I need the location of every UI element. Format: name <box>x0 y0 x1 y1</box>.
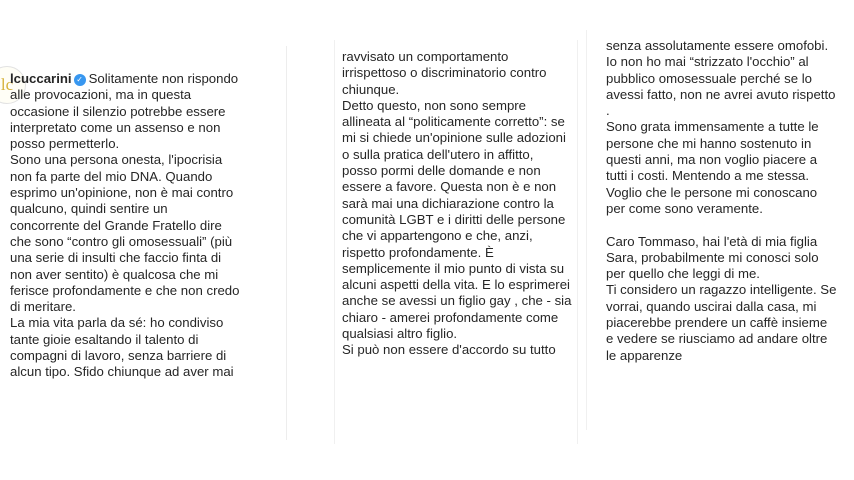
caption-panel-2 <box>334 40 578 444</box>
verified-badge-icon: ✓ <box>74 74 86 86</box>
caption-body-3: senza assolutamente essere omofobi. Io non ho mai “strizzato l'occhio” al pubblico omosessuale perché se lo avessi fatto, non ne avrei avuto rispetto . Sono grata immensamente a tutte le persone che mi hanno sostenuto in questi anni, ma non voglio piacere a tutti i costi. Mentendo a me stessa. Voglio che le persone mi conoscano per come sono veramente. Caro Tommaso, hai l'età di mia figlia Sara, probabilmente mi conosci solo per quello che leggi di me. Ti considero un ragazzo intelligente. Se vorrai, quando uscirai dalla casa, mi piacerebbe prendere un caffè insieme e vedere se riusciamo ad andare oltre le apparenze <box>606 38 837 363</box>
caption-body-1: Solitamente non rispondo alle provocazioni, ma in questa occasione il silenzio potrebbe essere interpretato come un assenso e non posso permetterlo. Sono una persona onesta, l'ipocrisia non fa parte del mio DNA. Quando esprimo un'opinione, non è mai contro qualcuno, quindi sentire un concorrente del Grande Fratello dire che sono “contro gli omosessuali” (più una serie di insulti che faccio finta di non aver sentito) è qualcosa che mi ferisce profondamente e che non credo di meritare. La mia vita parla da sé: ho condiviso tante gioie esaltando il talento di compagni di lavoro, senza barriere di alcun tipo. Sfido chiunque ad aver mai <box>10 71 240 380</box>
caption-text-1 <box>10 71 286 381</box>
avatar-logo-text: lc <box>0 75 14 94</box>
caption-body-2: ravvisato un comportamento irrispettoso o discriminatorio contro chiunque. Detto questo, non sono sempre allineata al “politicamente corretto”: se mi si chiede un'opinione sulle adozioni o sulla pratica dell'utero in affitto, posso pormi delle domande e non essere a favore. Questa non è e non sarà mai una dichiarazione contro la comunità LGBT e i diritti delle persone che vi appartengono e che, anzi, rispetto profondamente. È semplicemente il mio punto di vista su alcuni aspetti della vita. E lo esprimerei anche se avessi un figlio gay , che - sia chiaro - amerei profondamente come qualsiasi altro figlio. Si può non essere d'accordo su tutto <box>342 49 572 358</box>
caption-panel-3 <box>586 30 850 430</box>
username-link[interactable]: lcuccarini <box>10 71 72 86</box>
text-fade-overlay <box>587 408 850 430</box>
caption-panel-1 <box>0 46 286 440</box>
